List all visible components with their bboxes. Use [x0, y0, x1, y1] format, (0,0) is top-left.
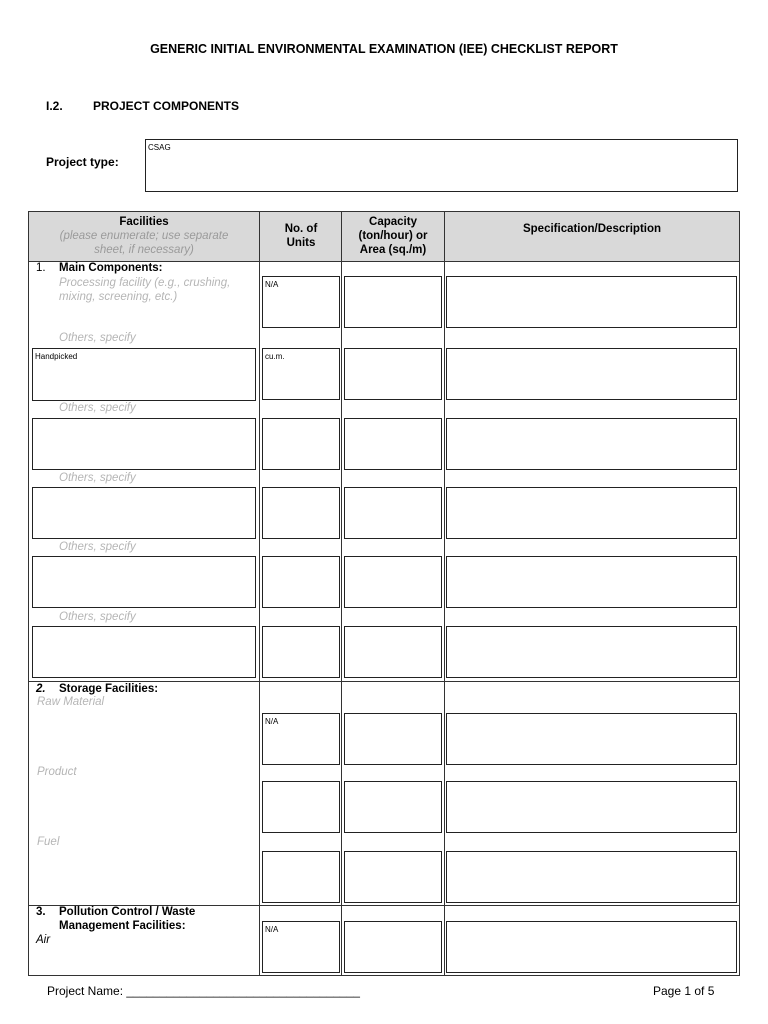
project-name-footer: Project Name: ___________________________________: [47, 984, 360, 998]
section-divider-1: [29, 681, 739, 682]
row4-units-field[interactable]: [262, 487, 340, 539]
row5-capacity-field[interactable]: [344, 556, 442, 608]
row4-capacity-field[interactable]: [344, 487, 442, 539]
fuel-label: Fuel: [37, 836, 60, 848]
project-type-field[interactable]: [145, 139, 738, 192]
raw-material-label: Raw Material: [37, 696, 105, 708]
project-type-label: Project type:: [46, 155, 119, 169]
row1-spec-field[interactable]: [446, 276, 737, 328]
row1-units-field[interactable]: [262, 276, 340, 328]
row2-units-value: cu.m.: [265, 352, 285, 361]
column-divider-3: [444, 212, 445, 975]
product-spec-field[interactable]: [446, 781, 737, 833]
product-label: Product: [37, 766, 77, 778]
air-label: Air: [36, 934, 51, 946]
project-type-value: CSAG: [148, 143, 171, 152]
row3-facility-field[interactable]: [32, 418, 256, 470]
section3-title-line2: Management Facilities:: [59, 920, 186, 932]
raw-units-field[interactable]: [262, 713, 340, 765]
row2-facility-field[interactable]: [32, 348, 256, 401]
row3-spec-field[interactable]: [446, 418, 737, 470]
raw-spec-field[interactable]: [446, 713, 737, 765]
section-number: I.2.: [46, 99, 63, 113]
section1-number: 1.: [36, 262, 46, 274]
header-facilities: Facilities (please enumerate; use separate sheet, if necessary): [29, 215, 259, 257]
section3-number: 3.: [36, 906, 46, 918]
row2-spec-field[interactable]: [446, 348, 737, 400]
column-divider-1: [259, 212, 260, 975]
header-spec: Specification/Description: [522, 223, 662, 235]
row6-units-field[interactable]: [262, 626, 340, 678]
others-label-1: Others, specify: [59, 332, 136, 344]
column-divider-2: [341, 212, 342, 975]
row6-capacity-field[interactable]: [344, 626, 442, 678]
section2-title: Storage Facilities:: [59, 683, 159, 695]
row4-facility-field[interactable]: [32, 487, 256, 539]
row6-spec-field[interactable]: [446, 626, 737, 678]
document-title: GENERIC INITIAL ENVIRONMENTAL EXAMINATION (IEE) CHECKLIST REPORT: [150, 42, 618, 56]
row3-capacity-field[interactable]: [344, 418, 442, 470]
air-capacity-field[interactable]: [344, 921, 442, 973]
fuel-units-field[interactable]: [262, 851, 340, 903]
row5-facility-field[interactable]: [32, 556, 256, 608]
others-label-4: Others, specify: [59, 541, 136, 553]
page-number: Page 1 of 5: [653, 984, 715, 998]
air-spec-field[interactable]: [446, 921, 737, 973]
row1-units-value: N/A: [265, 280, 279, 289]
header-units: No. of Units: [284, 223, 318, 249]
product-units-field[interactable]: [262, 781, 340, 833]
section2-number: 2.: [36, 683, 46, 695]
air-units-value: N/A: [265, 925, 279, 934]
processing-hint: Processing facility (e.g., crushing, mixing, screening, etc.): [59, 277, 231, 303]
others-label-3: Others, specify: [59, 472, 136, 484]
section3-title-line1: Pollution Control / Waste: [59, 906, 196, 918]
header-capacity: Capacity (ton/hour) or Area (sq./m): [358, 216, 428, 256]
row4-spec-field[interactable]: [446, 487, 737, 539]
fuel-capacity-field[interactable]: [344, 851, 442, 903]
product-capacity-field[interactable]: [344, 781, 442, 833]
row2-facility-value: Handpicked: [35, 352, 78, 361]
row6-facility-field[interactable]: [32, 626, 256, 678]
section-title: PROJECT COMPONENTS: [93, 99, 240, 113]
raw-capacity-field[interactable]: [344, 713, 442, 765]
row2-units-field[interactable]: [262, 348, 340, 400]
fuel-spec-field[interactable]: [446, 851, 737, 903]
row1-capacity-field[interactable]: [344, 276, 442, 328]
section1-title: Main Components:: [59, 262, 163, 274]
others-label-5: Others, specify: [59, 611, 136, 623]
row5-spec-field[interactable]: [446, 556, 737, 608]
raw-units-value: N/A: [265, 717, 279, 726]
row5-units-field[interactable]: [262, 556, 340, 608]
header-facilities-note: (please enumerate; use separate sheet, if necessary): [59, 230, 229, 256]
others-label-2: Others, specify: [59, 402, 136, 414]
row3-units-field[interactable]: [262, 418, 340, 470]
air-units-field[interactable]: [262, 921, 340, 973]
row2-capacity-field[interactable]: [344, 348, 442, 400]
